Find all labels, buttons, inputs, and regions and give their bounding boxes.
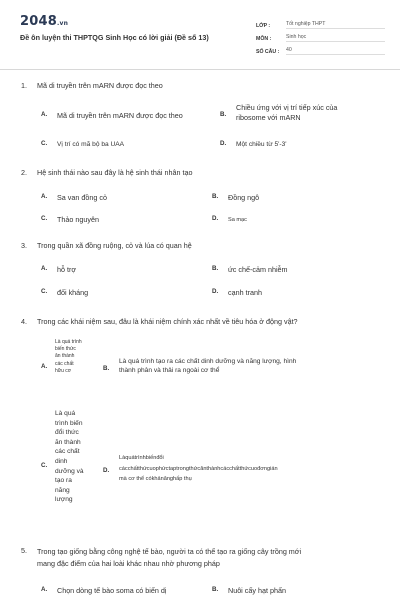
meta-value: Tốt nghiệp THPT bbox=[286, 21, 385, 29]
option-letter: C. bbox=[41, 215, 48, 222]
option-letter: A. bbox=[41, 363, 48, 370]
option-letter: C. bbox=[41, 288, 48, 295]
logo-main: 2048 bbox=[20, 14, 57, 29]
exam-title: Đề ôn luyện thi THPTQG Sinh Học có lời giải (Đề số 13) bbox=[20, 33, 209, 42]
meta-value: 40 bbox=[286, 47, 385, 55]
option-text: Mã di truyền trên mARN được đọc theo bbox=[57, 111, 183, 120]
option-letter: A. bbox=[41, 265, 48, 272]
option-text: Một chiều từ 5'-3' bbox=[236, 141, 287, 148]
exam-header bbox=[20, 14, 385, 59]
option-text: cạnh tranh bbox=[228, 288, 262, 297]
meta-row-subject bbox=[256, 29, 385, 42]
option-letter: A. bbox=[41, 586, 48, 593]
question-number: 3. bbox=[21, 241, 27, 250]
meta-row-class bbox=[256, 16, 385, 29]
option-letter: A. bbox=[41, 193, 48, 200]
option-text: Thảo nguyên bbox=[57, 215, 99, 224]
option-letter: B. bbox=[212, 586, 219, 593]
option-text: Sa van đồng cỏ bbox=[57, 193, 107, 202]
meta-label: LỚP : bbox=[256, 23, 271, 29]
header-divider bbox=[0, 69, 400, 70]
option-letter: C. bbox=[41, 462, 48, 469]
question-number: 4. bbox=[21, 317, 27, 326]
question-text: Hệ sinh thái nào sau đây là hệ sinh thái nhân tạo bbox=[37, 168, 193, 177]
question-number: 2. bbox=[21, 168, 27, 177]
question-text: Mã di truyền trên mARN được đọc theo bbox=[37, 81, 163, 90]
meta-label: SỐ CÂU : bbox=[256, 49, 280, 55]
option-text: Là quá trình tạo ra các chất dinh dưỡng và năng lượng, hình thành phân và thải ra ngoài cơ thể bbox=[119, 358, 297, 374]
option-letter: D. bbox=[212, 288, 219, 295]
option-text: Đồng ngô bbox=[228, 193, 260, 202]
option-text: hỗ trợ bbox=[57, 265, 77, 274]
option-text: Sa mạc bbox=[228, 217, 247, 223]
option-letter: D. bbox=[103, 467, 110, 474]
option-text: Làquátrìnhbiếnđổi cácchấtthứcuophứctaptrongthứcănthànhcácchấtthứcuođơngián mà cơ thể cókhảnănghấp thụ bbox=[119, 455, 278, 482]
option-letter: C. bbox=[41, 140, 48, 147]
site-logo[interactable] bbox=[20, 14, 68, 29]
option-text: Chiều ứng với vị trí tiếp xúc của ribosome với mARN bbox=[236, 103, 338, 122]
option-letter: B. bbox=[212, 265, 219, 272]
question-number: 1. bbox=[21, 81, 27, 90]
question-text: Trong quần xã đồng ruộng, cỏ và lúa có quan hệ bbox=[37, 241, 192, 250]
meta-label: MÔN : bbox=[256, 36, 272, 42]
option-text: Vị trí có mã bộ ba UAA bbox=[57, 141, 125, 148]
option-letter: B. bbox=[212, 193, 219, 200]
option-letter: D. bbox=[212, 215, 219, 222]
option-text: Là quá trình biến thức ăn thành các chất hữu cơ bbox=[55, 339, 82, 374]
meta-value: Sinh học bbox=[286, 34, 385, 42]
option-letter: B. bbox=[103, 365, 110, 372]
meta-row-count bbox=[256, 42, 385, 55]
option-text: Chọn dòng tế bào soma có biến dị bbox=[57, 586, 167, 595]
option-letter: D. bbox=[220, 140, 227, 147]
exam-meta bbox=[256, 16, 385, 55]
option-letter: A. bbox=[41, 111, 48, 118]
option-text: đối kháng bbox=[57, 288, 89, 297]
option-text: ức chế-cảm nhiễm bbox=[228, 265, 288, 274]
question-number: 5. bbox=[21, 546, 27, 555]
option-text: Là quá trình biến đổi thức ăn thành các chất dinh dưỡng và tạo ra năng lượng bbox=[55, 410, 84, 504]
logo-suffix: .vn bbox=[56, 20, 69, 27]
option-letter: B. bbox=[220, 111, 227, 118]
option-text: Nuôi cấy hạt phấn bbox=[228, 586, 286, 595]
question-text: Trong tạo giống bằng công nghệ tế bào, người ta có thể tạo ra giống cây trồng mới mang đặc điểm của hai loài khác nhau nhờ phương pháp bbox=[37, 547, 302, 568]
question-text: Trong các khái niệm sau, đâu là khái niệm chính xác nhất về tiêu hóa ở động vật? bbox=[37, 317, 298, 326]
